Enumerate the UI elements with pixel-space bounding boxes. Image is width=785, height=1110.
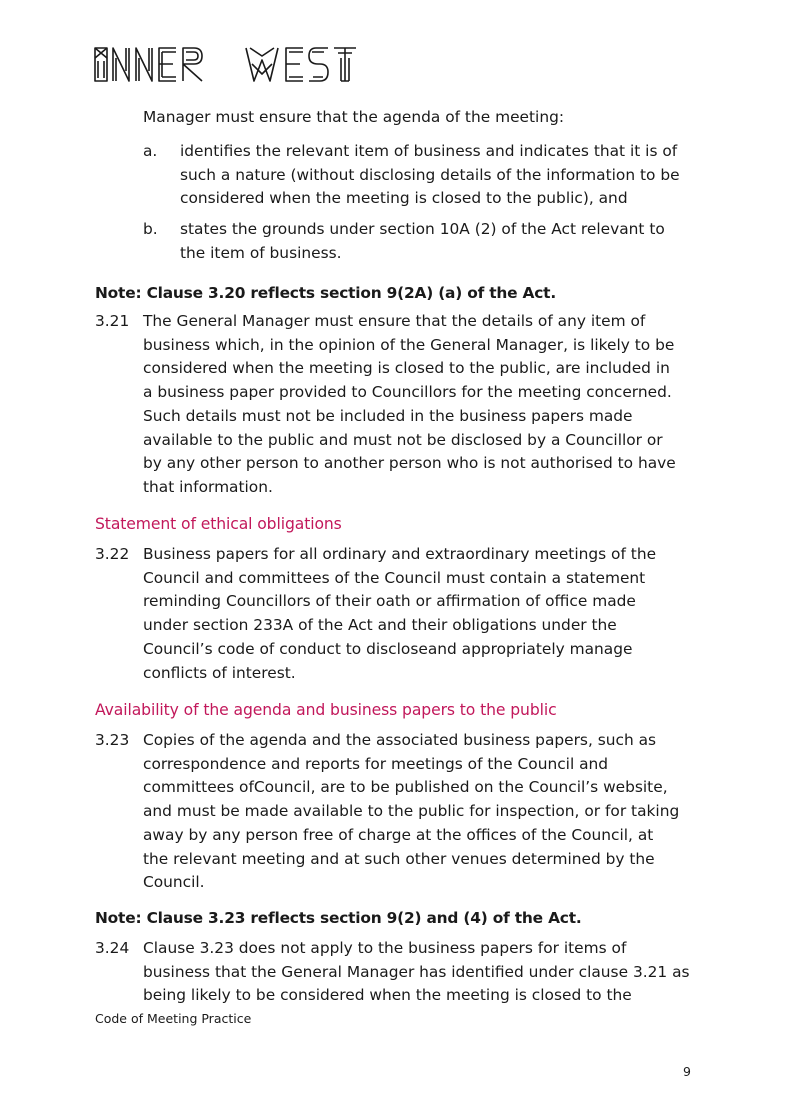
clause-line: considered when the meeting is closed to the public, are included in bbox=[143, 359, 670, 378]
clause-line: away by any person free of charge at the offices of the Council, at bbox=[143, 825, 654, 844]
clause-line: being likely to be considered when the meeting is closed to the bbox=[143, 986, 632, 1005]
clause-line: by any other person to another person who is not authorised to have bbox=[143, 454, 676, 473]
note-clause-3-20: Note: Clause 3.20 reflects section 9(2A) (a) of the Act. bbox=[95, 284, 556, 302]
clause-3-21-number: 3.21 bbox=[95, 312, 130, 330]
heading-availability: Availability of the agenda and business papers to the public bbox=[95, 701, 557, 719]
clause-line: business which, in the opinion of the General Manager, is likely to be bbox=[143, 335, 675, 354]
list-item-a bbox=[180, 140, 700, 211]
clause-line: Such details must not be included in the business papers made bbox=[143, 406, 633, 425]
list-item-a-line: considered when the meeting is closed to the public), and bbox=[180, 189, 628, 208]
list-marker-a: a. bbox=[143, 142, 158, 160]
list-marker-b: b. bbox=[143, 220, 158, 238]
inner-west-logo-graphic bbox=[94, 44, 394, 84]
list-item-a-line: identifies the relevant item of business and indicates that it is of bbox=[180, 142, 678, 160]
clause-3-23-body bbox=[143, 729, 703, 895]
clause-line: reminding Councillors of their oath or affirmation of office made bbox=[143, 592, 636, 611]
clause-3-23-number: 3.23 bbox=[95, 731, 130, 749]
clause-line: Business papers for all ordinary and extraordinary meetings of the bbox=[143, 545, 657, 563]
heading-ethical-obligations: Statement of ethical obligations bbox=[95, 515, 342, 533]
clause-line: Copies of the agenda and the associated business papers, such as bbox=[143, 731, 657, 749]
clause-line: Clause 3.23 does not apply to the business papers for items of bbox=[143, 939, 627, 957]
inner-west-logo bbox=[94, 44, 394, 84]
clause-line: Council’s code of conduct to discloseand appropriately manage bbox=[143, 639, 633, 658]
clause-line: the relevant meeting and at such other venues determined by the bbox=[143, 849, 655, 868]
note-clause-3-23: Note: Clause 3.23 reflects section 9(2) and (4) of the Act. bbox=[95, 909, 582, 927]
list-item-a-line: such a nature (without disclosing details of the information to be bbox=[180, 165, 680, 184]
clause-3-21-body bbox=[143, 310, 703, 500]
footer-doc-title: Code of Meeting Practice bbox=[95, 1011, 252, 1026]
clause-line: and must be made available to the public for inspection, or for taking bbox=[143, 802, 680, 821]
clause-3-22-number: 3.22 bbox=[95, 545, 130, 563]
clause-line: business that the General Manager has identified under clause 3.21 as bbox=[143, 962, 690, 981]
clause-line: available to the public and must not be disclosed by a Councillor or bbox=[143, 430, 663, 449]
clause-3-24-body bbox=[143, 937, 703, 1008]
list-item-b bbox=[180, 218, 700, 265]
intro-line: Manager must ensure that the agenda of the meeting: bbox=[143, 108, 565, 126]
clause-line: correspondence and reports for meetings of the Council and bbox=[143, 754, 609, 773]
clause-line: committees ofCouncil, are to be published on the Council’s website, bbox=[143, 778, 668, 797]
clause-line: that information. bbox=[143, 477, 273, 496]
clause-line: Council and committees of the Council must contain a statement bbox=[143, 568, 646, 587]
page-number: 9 bbox=[683, 1064, 691, 1079]
clause-line: The General Manager must ensure that the details of any item of bbox=[143, 312, 646, 330]
clause-line: conflicts of interest. bbox=[143, 663, 296, 682]
clause-3-22-body bbox=[143, 543, 703, 685]
clause-line: a business paper provided to Councillors for the meeting concerned. bbox=[143, 383, 672, 402]
list-item-b-line: states the grounds under section 10A (2) of the Act relevant to bbox=[180, 220, 665, 238]
clause-line: under section 233A of the Act and their obligations under the bbox=[143, 616, 617, 635]
clause-line: Council. bbox=[143, 873, 205, 892]
clause-3-24-number: 3.24 bbox=[95, 939, 130, 957]
list-item-b-line: the item of business. bbox=[180, 243, 342, 262]
